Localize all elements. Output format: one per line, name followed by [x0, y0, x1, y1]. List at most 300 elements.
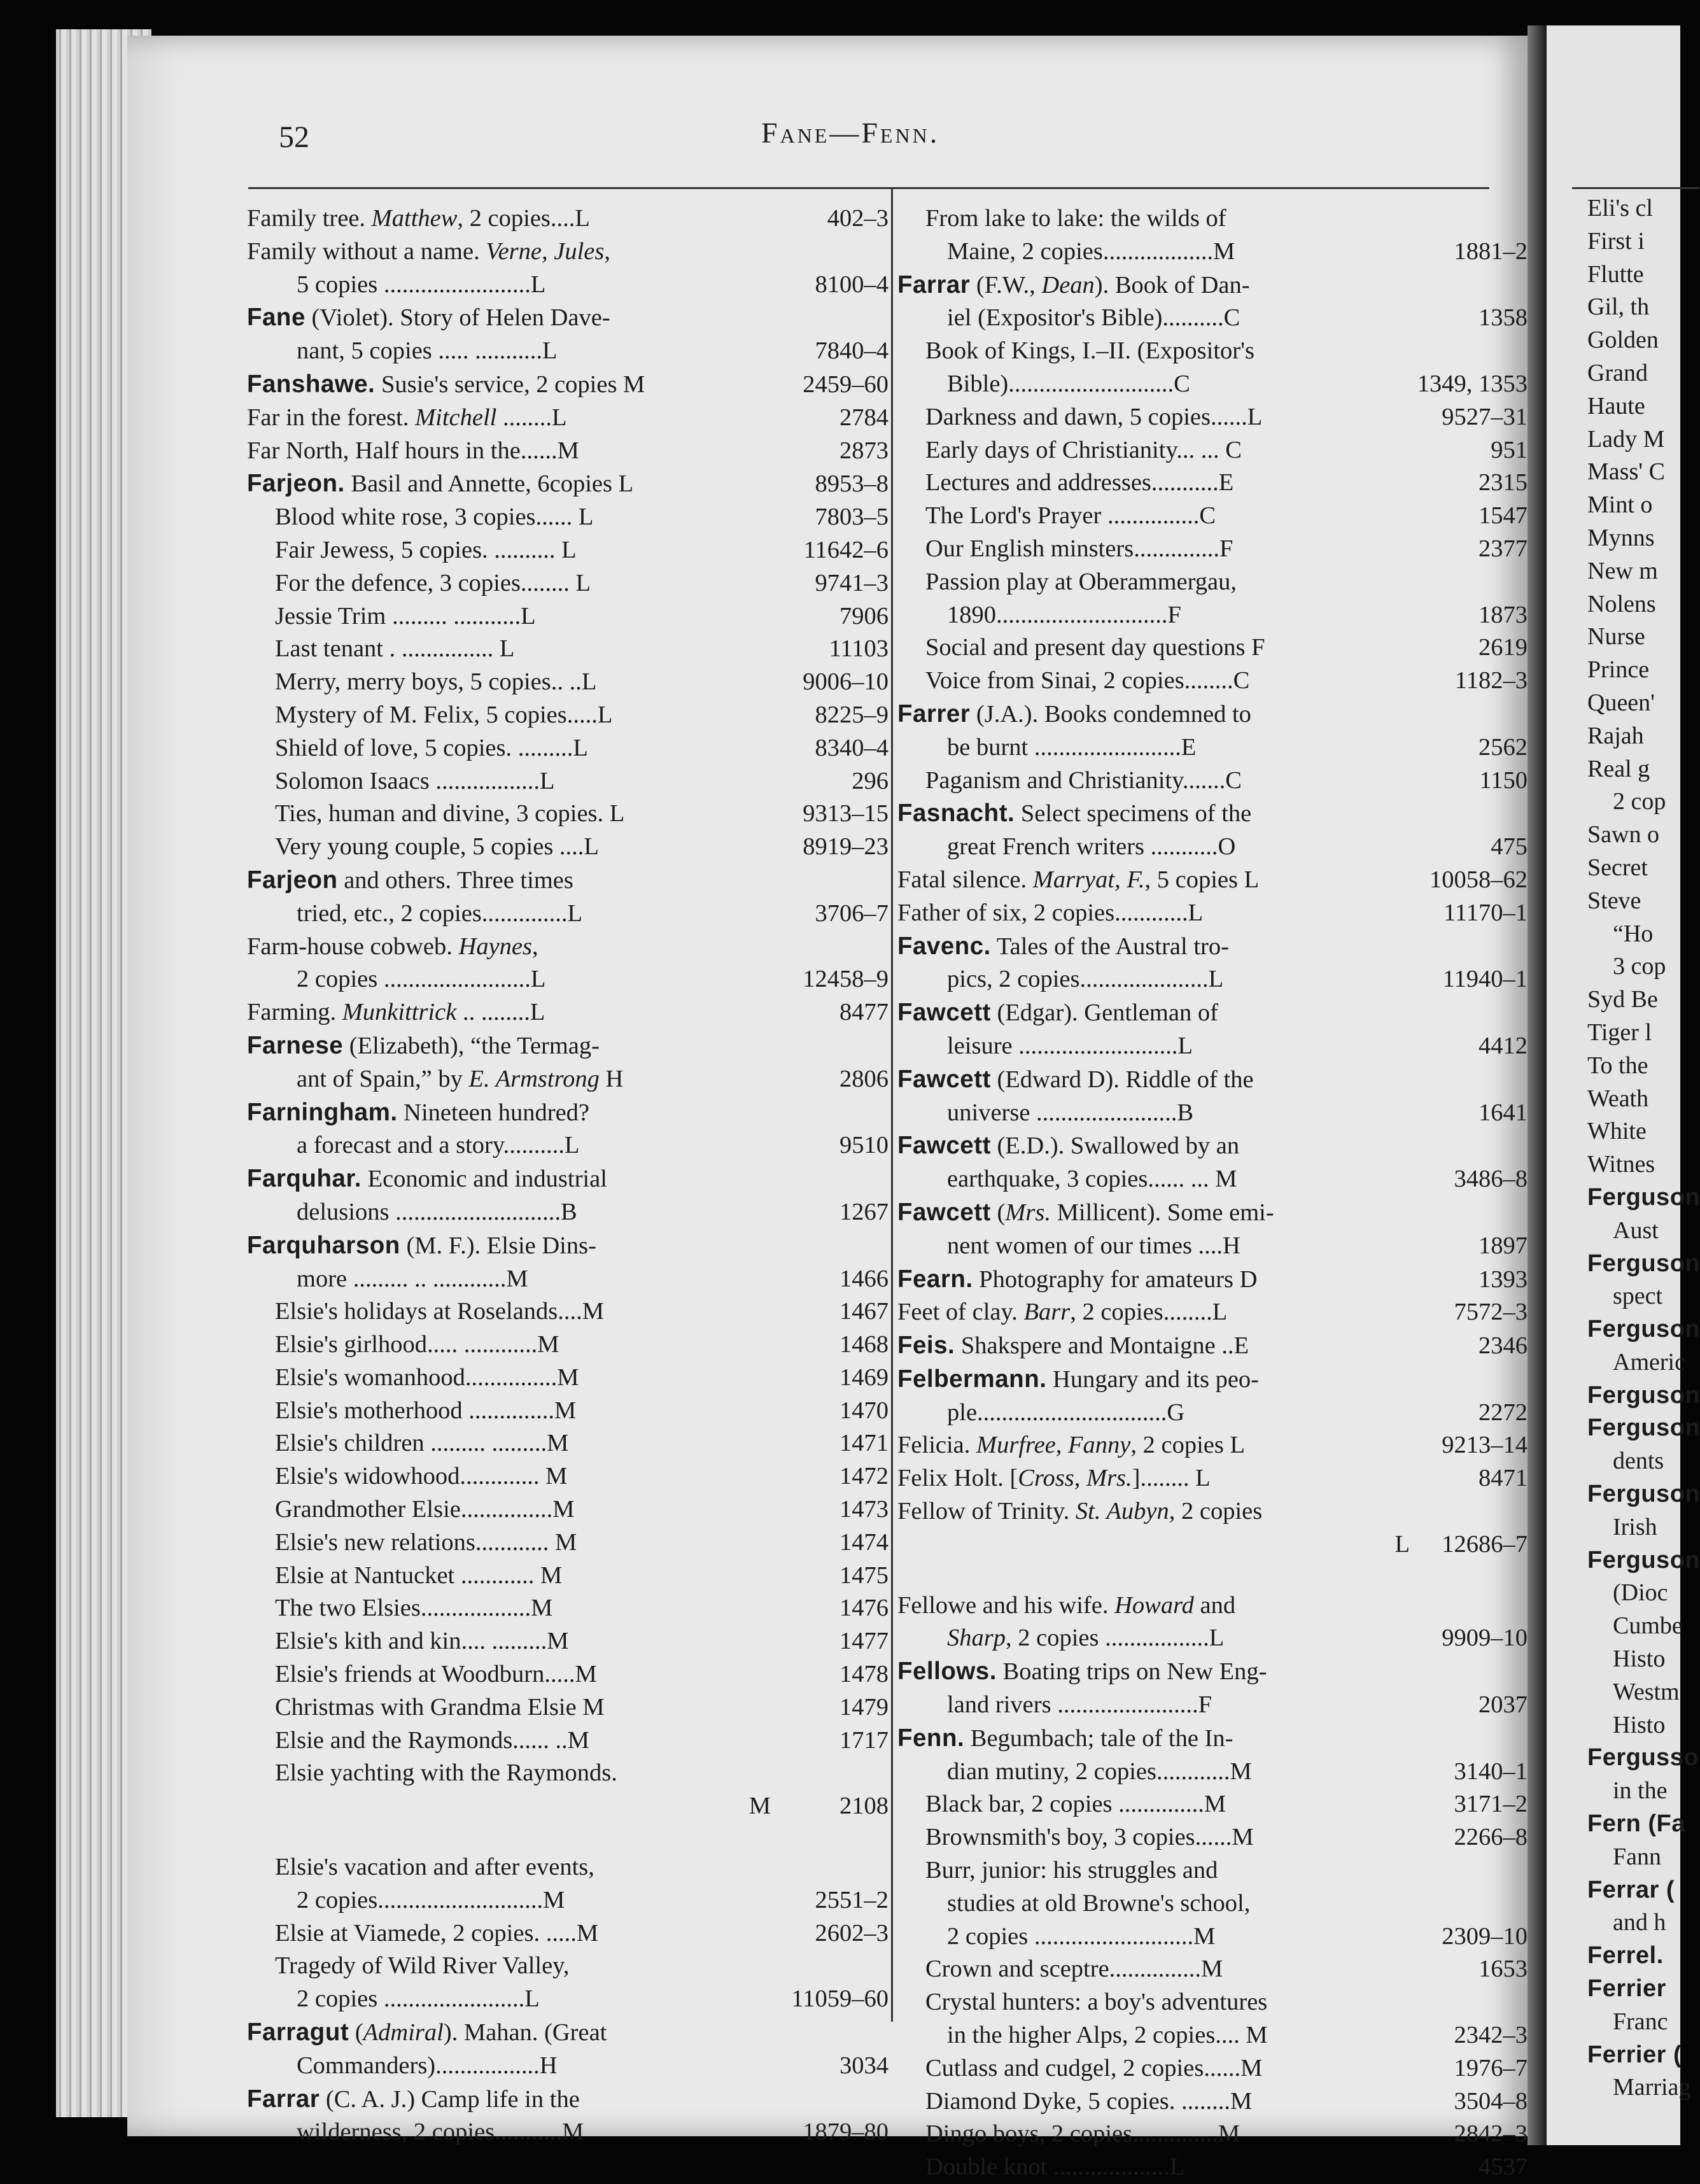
entry-call-number: 2842–3 — [1454, 2120, 1528, 2148]
entry-title: Family without a name. — [247, 237, 486, 265]
entry-text — [247, 699, 771, 732]
facing-page-line: Eli's cl — [1587, 195, 1653, 222]
entry-call-number: 1150 — [1479, 766, 1528, 794]
entry-call-number: 9909–10 — [1442, 1624, 1528, 1652]
catalog-entry — [897, 599, 1528, 632]
entry-text — [897, 1655, 1410, 1689]
entry-call-number: 1641 — [1479, 1099, 1528, 1126]
entry-text — [247, 1851, 771, 1884]
catalog-entry — [897, 335, 1528, 368]
entry-text — [247, 2016, 771, 2050]
catalog-entry — [247, 1328, 889, 1362]
entry-text — [897, 1263, 1410, 1297]
catalog-entry — [897, 566, 1528, 599]
entry-title: Elsie's kith and kin.... .........M — [275, 1628, 569, 1655]
entry-title: Last tenant . ............... L — [275, 635, 515, 663]
catalog-entry — [247, 864, 889, 898]
entry-title: Cutlass and cudgel, 2 copies......M — [925, 2054, 1263, 2082]
facing-page-line: Sawn o — [1587, 821, 1659, 849]
entry-text — [897, 1495, 1410, 1528]
entry-text — [897, 1756, 1410, 1789]
catalog-entry — [247, 1362, 889, 1395]
entry-title: ant of Spain,” by — [297, 1065, 469, 1092]
facing-page-line: “Ho — [1613, 920, 1654, 947]
header-rule — [248, 187, 1489, 189]
entry-text — [897, 1528, 1410, 1561]
entry-call-number: 1466 — [839, 1265, 889, 1292]
facing-page-line: Ferguson — [1587, 1481, 1700, 1508]
entry-call-number: 7572–3 — [1454, 1299, 1528, 1326]
entry-text — [247, 864, 771, 898]
catalog-entry — [897, 1230, 1528, 1263]
catalog-entry — [247, 1658, 889, 1691]
facing-page-line: Golden — [1587, 327, 1659, 354]
catalog-entry — [897, 434, 1528, 467]
catalog-entry — [247, 1196, 889, 1229]
entry-title: a forecast and a story..........L — [297, 1132, 580, 1159]
entry-text — [897, 1622, 1410, 1655]
entry-text — [897, 963, 1410, 996]
catalog-entry — [247, 666, 889, 699]
entry-heading: Felbermann. — [897, 1365, 1047, 1393]
entry-heading: Fawcett — [897, 1132, 991, 1160]
catalog-entry — [897, 1756, 1528, 1789]
catalog-entry — [897, 2019, 1528, 2052]
entry-title: leisure ..........................L — [947, 1032, 1193, 1059]
entry-call-number: 1474 — [839, 1528, 889, 1556]
entry-title: The Lord's Prayer ...............C — [925, 502, 1216, 530]
entry-call-number: 2346 — [1479, 1332, 1528, 1360]
entry-title: Grandmother Elsie...............M — [275, 1496, 575, 1523]
entry-text — [247, 467, 771, 501]
entry-text — [897, 1329, 1410, 1363]
entry-text — [247, 1328, 771, 1362]
entry-call-number: 7906 — [839, 602, 889, 630]
facing-page-line: Fergusso — [1587, 1744, 1699, 1772]
entry-title: (J.A.). Books condemned to — [970, 700, 1251, 728]
entry-text — [247, 402, 771, 435]
entry-title: (E.D.). Swallowed by an — [990, 1132, 1240, 1160]
entry-heading: Favenc. — [897, 932, 991, 960]
facing-page-line: Ferguson — [1587, 1316, 1700, 1343]
entry-title: Dingo boys, 2 copies..............M — [925, 2120, 1240, 2148]
entry-author: Sharp — [947, 1624, 1006, 1652]
catalog-entry — [897, 1363, 1528, 1397]
catalog-entry — [897, 1462, 1528, 1495]
entry-text — [897, 1296, 1410, 1329]
entry-text — [247, 1460, 771, 1493]
entry-text — [897, 996, 1410, 1030]
catalog-entry — [247, 467, 889, 501]
entry-call-number: 1873 — [1479, 601, 1528, 628]
catalog-entry — [247, 1884, 889, 1917]
entry-call-number: 2315 — [1479, 469, 1528, 497]
catalog-entry — [247, 765, 889, 798]
entry-text — [897, 797, 1410, 831]
catalog-entry — [247, 1917, 889, 1950]
catalog-entry — [897, 930, 1528, 964]
entry-text — [897, 1429, 1410, 1462]
entry-text — [897, 1163, 1410, 1196]
entry-title: Brownsmith's boy, 3 copies......M — [925, 1824, 1254, 1851]
catalog-entry — [897, 996, 1528, 1030]
facing-page-line: To the — [1587, 1052, 1648, 1079]
entry-title: Feet of clay. — [897, 1299, 1024, 1326]
book-gutter — [1528, 25, 1547, 2145]
entry-call-number: 8100–4 — [815, 271, 889, 298]
facing-page-line: Haute — [1587, 392, 1645, 419]
entry-title: be burnt ........................E — [947, 733, 1197, 761]
catalog-entry — [897, 269, 1528, 302]
entry-text — [897, 1854, 1410, 1887]
entry-call-number: 8953–8 — [815, 470, 889, 498]
entry-text — [897, 1462, 1410, 1495]
entry-call-number: 1349, 1353 — [1417, 370, 1528, 397]
entry-text — [247, 1625, 771, 1658]
entry-suffix: and — [1193, 1591, 1236, 1619]
entry-title: Fellow of Trinity. — [897, 1498, 1076, 1525]
catalog-entry — [897, 1986, 1528, 2019]
catalog-entry — [897, 1129, 1528, 1163]
catalog-entry — [247, 1691, 889, 1724]
entry-heading: Farragut — [247, 2018, 349, 2047]
facing-page-rule — [1572, 187, 1699, 189]
entry-call-number: 2784 — [839, 404, 889, 431]
entry-title: Very young couple, 5 copies ....L — [275, 833, 599, 861]
entry-spacer — [897, 1561, 1528, 1589]
catalog-entry — [247, 1526, 889, 1560]
entry-call-number: 7840–4 — [815, 337, 889, 365]
entry-text — [247, 765, 771, 798]
entry-call-number: 3140–1 — [1454, 1758, 1528, 1785]
entry-text — [247, 202, 771, 236]
catalog-entry — [247, 898, 889, 931]
entry-title: Solomon Isaacs .................L — [275, 767, 555, 794]
entry-title: Family tree. — [247, 205, 372, 232]
entry-text — [247, 435, 771, 468]
entry-text — [247, 269, 771, 302]
entry-title: dian mutiny, 2 copies............M — [947, 1758, 1252, 1785]
entry-heading: Fanshawe. — [247, 370, 376, 398]
entry-call-number: 9006–10 — [803, 668, 889, 696]
entry-call-number: 8471 — [1479, 1465, 1528, 1492]
entry-title: Felix Holt. [ — [897, 1465, 1018, 1492]
entry-call-number: 3504–8 — [1454, 2087, 1528, 2115]
entry-call-number: 1471 — [839, 1430, 889, 1457]
catalog-entry — [897, 764, 1528, 798]
catalog-entry — [897, 1429, 1528, 1462]
catalog-entry — [897, 1263, 1528, 1297]
entry-title: pics, 2 copies.....................L — [947, 966, 1224, 993]
entry-call-number: 9313–15 — [803, 800, 889, 828]
entry-text — [897, 1397, 1410, 1430]
entry-title: Elsie's new relations............ M — [275, 1528, 577, 1556]
catalog-entry — [897, 467, 1528, 500]
catalog-entry — [897, 963, 1528, 996]
entry-author: Murfree, Fanny — [976, 1432, 1131, 1459]
entry-heading: Farjeon. — [247, 470, 345, 498]
entry-text — [897, 500, 1410, 533]
catalog-entry — [897, 797, 1528, 831]
facing-page-line: Fann — [1613, 1843, 1661, 1870]
entry-suffix: H — [599, 1065, 624, 1092]
entry-text — [897, 401, 1410, 434]
entry-author: Haynes — [458, 933, 532, 960]
entry-call-number: 1479 — [839, 1693, 889, 1721]
entry-author: Dean — [1041, 271, 1095, 299]
catalog-entry — [897, 1689, 1528, 1722]
catalog-entry — [897, 831, 1528, 864]
entry-call-number: 1267 — [839, 1198, 889, 1225]
entry-text — [247, 1129, 771, 1162]
entry-title: (Edward D). Riddle of the — [990, 1066, 1254, 1093]
facing-page-line: Irish — [1613, 1513, 1657, 1540]
page-number: 52 — [279, 120, 309, 154]
entry-text — [247, 1790, 771, 1823]
entry-title: Elsie at Viamede, 2 copies. .....M — [275, 1919, 599, 1947]
entry-suffix: ). Mahan. (Great — [443, 2019, 607, 2047]
entry-title: Basil and Annette, 6copies L — [344, 470, 634, 498]
entry-text — [247, 831, 771, 864]
entry-author: Mrs. — [1005, 1199, 1051, 1226]
entry-text — [247, 1395, 771, 1428]
facing-page-line: Nolens — [1587, 590, 1656, 617]
entry-text — [897, 1196, 1410, 1230]
entry-author: Mitchell — [415, 404, 497, 431]
entry-call-number: 2619 — [1479, 634, 1528, 661]
entry-text — [897, 1589, 1410, 1623]
entry-heading: Fawcett — [897, 1198, 991, 1226]
catalog-entry — [897, 1097, 1528, 1130]
entry-suffix: , — [604, 237, 610, 265]
entry-text — [247, 1063, 771, 1096]
catalog-entry — [247, 1029, 889, 1063]
entry-call-number: 11940–1 — [1442, 966, 1528, 993]
entry-title: studies at old Browne's school, — [947, 1889, 1251, 1917]
entry-title: The two Elsies..................M — [275, 1595, 553, 1622]
entry-author: Howard — [1114, 1591, 1194, 1619]
entry-text — [897, 2085, 1410, 2118]
facing-page-line: Lady M — [1587, 425, 1665, 453]
catalog-entry — [897, 1854, 1528, 1887]
entry-call-number: 2266–8 — [1454, 1824, 1528, 1851]
entry-heading: Farrer — [897, 700, 971, 728]
entry-title: Elsie's friends at Woodburn.....M — [275, 1661, 597, 1688]
entry-call-number: 11642–6 — [803, 536, 889, 563]
entry-text — [247, 1560, 771, 1593]
catalog-entry — [897, 1887, 1528, 1920]
facing-page-line: Steve — [1587, 887, 1641, 914]
catalog-entry — [897, 864, 1528, 897]
facing-page-line: and h — [1613, 1909, 1666, 1936]
entry-text — [897, 1689, 1410, 1722]
entry-title: Tales of the Austral tro- — [990, 933, 1229, 960]
entry-suffix: , 5 copies L — [1144, 866, 1260, 893]
facing-page-line: Fern (Fa — [1587, 1810, 1685, 1838]
entry-text — [247, 1263, 771, 1296]
entry-text — [247, 1658, 771, 1691]
entry-text — [247, 1526, 771, 1560]
catalog-entry — [247, 633, 889, 666]
entry-suffix: , 2 copies .................L — [1005, 1624, 1225, 1652]
entry-text — [247, 534, 771, 567]
entry-title: earthquake, 3 copies...... ... M — [947, 1166, 1237, 1193]
entry-title: Far in the forest. — [247, 404, 416, 431]
entry-text — [247, 1096, 771, 1130]
catalog-entry — [897, 1495, 1528, 1528]
entry-text — [897, 2052, 1410, 2085]
entry-call-number: 9527–31 — [1442, 403, 1528, 430]
entry-text — [247, 2116, 771, 2149]
entry-call-number: 4412 — [1479, 1032, 1528, 1059]
entry-call-number: 1976–7 — [1454, 2054, 1528, 2082]
catalog-entry — [247, 1592, 889, 1625]
entry-call-number: 3706–7 — [815, 899, 889, 927]
facing-page-line: Mynns — [1587, 524, 1655, 551]
catalog-entry — [897, 1655, 1528, 1689]
entry-title: Paganism and Christianity.......C — [925, 766, 1242, 794]
entry-title: Boating trips on New Eng- — [996, 1658, 1267, 1686]
catalog-entry — [897, 1196, 1528, 1230]
catalog-entry — [247, 1063, 889, 1096]
entry-title: Darkness and dawn, 5 copies......L — [925, 403, 1263, 430]
entry-call-number: 1478 — [839, 1661, 889, 1688]
catalog-entry — [897, 665, 1528, 698]
entry-text — [247, 1493, 771, 1526]
entry-title: Tragedy of Wild River Valley, — [275, 1952, 570, 1980]
left-column — [247, 202, 889, 2149]
entry-title: Elsie's girlhood..... ............M — [275, 1331, 559, 1358]
entry-call-number: 12686–7 — [1442, 1530, 1528, 1558]
entry-title: Elsie's holidays at Roselands....M — [275, 1298, 605, 1325]
entry-title: Mystery of M. Felix, 5 copies.....L — [275, 701, 613, 728]
catalog-entry — [247, 2083, 889, 2117]
facing-page-line: 3 cop — [1613, 953, 1666, 980]
catalog-entry — [247, 996, 889, 1029]
entry-title: Maine, 2 copies..................M — [947, 237, 1235, 265]
catalog-entry — [897, 1163, 1528, 1196]
catalog-entry — [247, 1625, 889, 1658]
catalog-entry — [897, 1589, 1528, 1623]
entry-call-number: 11103 — [829, 635, 889, 663]
catalog-entry — [247, 534, 889, 567]
entry-title: nent women of our times ....H — [947, 1232, 1240, 1259]
entry-call-number: 1717 — [839, 1726, 889, 1754]
entry-title: M — [748, 1793, 771, 1820]
catalog-entry — [897, 236, 1528, 269]
entry-call-number: 3034 — [839, 2052, 889, 2079]
catalog-entry — [897, 1329, 1528, 1363]
facing-page-line: Secret — [1587, 854, 1648, 881]
facing-page-line: in the — [1613, 1777, 1668, 1805]
entry-title: Far North, Half hours in the......M — [247, 437, 579, 464]
entry-call-number: 475 — [1491, 833, 1528, 861]
entry-text — [247, 1295, 771, 1328]
entry-title: (F.W., — [970, 271, 1042, 299]
entry-title: Felicia. — [897, 1432, 977, 1459]
entry-call-number: 1653 — [1479, 1955, 1528, 1983]
entry-title: wilderness, 2 copies...........M — [297, 2118, 584, 2146]
entry-text — [897, 269, 1410, 302]
entry-title: and others. Three times — [337, 866, 573, 894]
entry-call-number: 8919–23 — [803, 833, 889, 861]
catalog-entry — [897, 1920, 1528, 1954]
catalog-entry — [247, 435, 889, 468]
entry-title: nant, 5 copies ..... ...........L — [297, 337, 558, 365]
entry-author: Barr — [1023, 1299, 1071, 1326]
catalog-entry — [247, 1724, 889, 1758]
catalog-entry — [247, 600, 889, 633]
catalog-entry — [247, 699, 889, 732]
entry-heading: Farningham. — [247, 1098, 398, 1126]
entry-text — [897, 2151, 1410, 2184]
entry-title: ( — [990, 1199, 1006, 1226]
entry-text — [897, 2118, 1410, 2151]
catalog-entry — [897, 1953, 1528, 1986]
entry-text — [897, 335, 1410, 368]
facing-page-line: Mint o — [1587, 491, 1653, 519]
entry-title: From lake to lake: the wilds of — [925, 205, 1226, 232]
entry-heading: Fawcett — [897, 999, 991, 1027]
facing-page-line: Cumbe — [1613, 1612, 1683, 1640]
entry-text — [897, 864, 1410, 897]
entry-text — [897, 665, 1410, 698]
entry-text — [897, 2019, 1410, 2052]
catalog-entry — [247, 368, 889, 402]
entry-text — [897, 566, 1410, 599]
entry-call-number: 1475 — [839, 1561, 889, 1589]
facing-page-line: Americ — [1613, 1348, 1685, 1376]
facing-page-line: Gil, th — [1587, 293, 1650, 321]
catalog-entry — [247, 1129, 889, 1162]
entry-title: Hungary and its peo- — [1046, 1365, 1260, 1393]
catalog-entry — [897, 1063, 1528, 1097]
entry-text — [897, 1063, 1410, 1097]
entry-call-number: 2562 — [1479, 733, 1528, 761]
entry-call-number: 1881–2 — [1454, 237, 1528, 265]
entry-title: Jessie Trim ......... ...........L — [275, 602, 536, 630]
entry-title: Diamond Dyke, 5 copies. ........M — [925, 2087, 1253, 2115]
catalog-entry — [247, 831, 889, 864]
catalog-entry — [897, 1296, 1528, 1329]
entry-author: Matthew — [371, 205, 458, 232]
facing-page-line: Mass' C — [1587, 458, 1665, 486]
entry-text — [247, 1917, 771, 1950]
entry-call-number: 296 — [852, 767, 889, 794]
entry-call-number: 11170–1 — [1444, 899, 1528, 926]
entry-text — [247, 335, 771, 368]
entry-text — [897, 1986, 1410, 2019]
facing-page-line: Histo — [1613, 1645, 1666, 1673]
entry-text — [247, 2083, 771, 2117]
entry-text — [247, 1757, 771, 1790]
entry-title: (C. A. J.) Camp life in the — [320, 2085, 580, 2113]
entry-call-number: 10058–62 — [1430, 866, 1528, 893]
entry-text — [247, 798, 771, 831]
entry-text — [247, 963, 771, 996]
entry-title: Voice from Sinai, 2 copies........C — [925, 667, 1250, 694]
entry-title: Double knot ...................L — [925, 2153, 1185, 2181]
entry-heading: Farquharson — [247, 1231, 400, 1259]
entry-suffix: , 2 copies........L — [1070, 1299, 1228, 1326]
entry-title: Photography for amateurs D — [973, 1265, 1258, 1293]
entry-call-number: 2108 — [839, 1793, 889, 1820]
catalog-entry — [247, 236, 889, 269]
entry-call-number: 1182–3 — [1454, 667, 1528, 694]
catalog-entry — [247, 1757, 889, 1790]
entry-call-number: 2037 — [1479, 1691, 1528, 1719]
entry-text — [897, 1129, 1410, 1163]
